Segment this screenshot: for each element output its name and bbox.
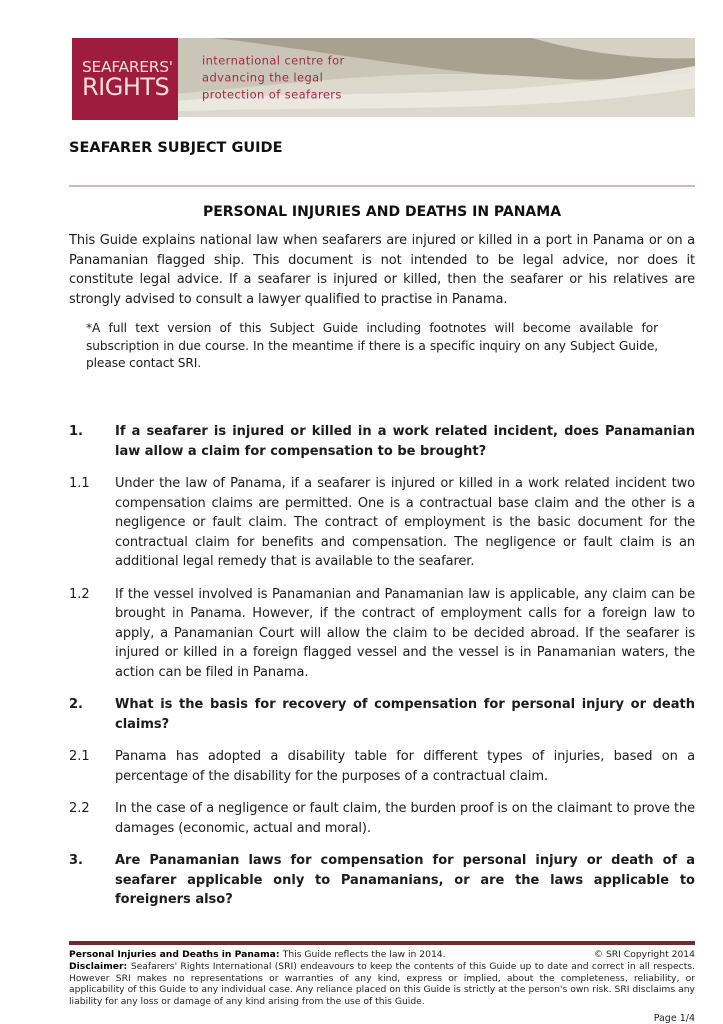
footer-doc-label: Personal Injuries and Deaths in Panama: bbox=[69, 949, 280, 960]
page-number: Page 1/4 bbox=[653, 1012, 695, 1024]
footer-rule bbox=[69, 941, 695, 945]
logo-text-line1: SEAFARERS' bbox=[82, 58, 173, 76]
copyright-notice: © SRI Copyright 2014 bbox=[593, 949, 695, 960]
paragraph-number: 2.1 bbox=[69, 749, 90, 764]
logo-text-line2: RIGHTS bbox=[82, 73, 170, 101]
section-1-heading bbox=[69, 422, 695, 461]
disclaimer-label: Disclaimer: bbox=[69, 960, 128, 972]
paragraph-text: If the vessel involved is Panamanian and Panamanian law is applicable, any claim can be brought in Panama. However, if the contract of employment calls for a foreign law to apply, a Panamanian Court will allow the claim to be decided abroad. If the seafarer is injured or killed in a foreign flagged vessel and the vessel is in Panamanian waters, the action can be filed in Panama. bbox=[115, 586, 695, 680]
paragraph-2-1 bbox=[69, 747, 695, 786]
header-divider bbox=[69, 185, 695, 187]
subject-guide-heading: SEAFARER SUBJECT GUIDE bbox=[69, 140, 283, 156]
section-number: 2. bbox=[69, 697, 83, 712]
section-number: 1. bbox=[69, 424, 83, 439]
header-banner bbox=[72, 38, 695, 117]
disclaimer-text: Seafarers' Rights International (SRI) endeavours to keep the contents of this Guide up to date and correct in all respects. However SRI makes no representations or warranties of any kind, express or implied, about the completeness, reliability, or applicability of this Guide to any individual case. Any reliance placed on this Guide is strictly at the person's own risk. SRI disclaims any liability for any loss or damage of any kind arising from the use of this Guide. bbox=[69, 960, 695, 1008]
paragraph-text: Panama has adopted a disability table for different types of injuries, based on a percentage of the disability for the purposes of a contractual claim. bbox=[115, 749, 695, 784]
footer-doc-title bbox=[69, 949, 446, 961]
tagline-line-1: international centre for bbox=[202, 53, 345, 67]
page-title: PERSONAL INJURIES AND DEATHS IN PANAMA bbox=[202, 204, 562, 220]
paragraph-number: 2.2 bbox=[69, 801, 90, 816]
tagline-line-2: advancing the legal bbox=[202, 70, 324, 84]
footer-doc-note: This Guide reflects the law in 2014. bbox=[282, 949, 446, 960]
section-heading-text: What is the basis for recovery of compensation for personal injury or death claims? bbox=[115, 697, 695, 732]
disclaimer-paragraph bbox=[69, 961, 695, 1008]
qa-sections bbox=[69, 422, 695, 923]
paragraph-2-2 bbox=[69, 799, 695, 838]
section-heading-text: If a seafarer is injured or killed in a work related incident, does Panamanian law allow a claim for compensation to be brought? bbox=[115, 424, 695, 459]
subscription-note: *A full text version of this Subject Guide including footnotes will become available for subscription in due course. In the meantime if there is a specific inquiry on any Subject Guide, please contact SRI. bbox=[86, 321, 658, 370]
footer-title-line bbox=[69, 949, 695, 961]
paragraph-text: In the case of a negligence or fault claim, the burden proof is on the claimant to prove the damages (economic, actual and moral). bbox=[115, 801, 695, 836]
paragraph-number: 1.2 bbox=[69, 586, 90, 602]
paragraph-1-1 bbox=[69, 474, 695, 572]
seafarers-rights-logo bbox=[72, 38, 178, 120]
section-heading-text: Are Panamanian laws for compensation for personal injury or death of a seafarer applicable only to Panamanians, or are the laws applicable to foreigners also? bbox=[115, 853, 695, 907]
paragraph-number: 1.1 bbox=[69, 476, 90, 491]
tagline-line-3: protection of seafarers bbox=[202, 87, 342, 101]
intro-paragraph: This Guide explains national law when seafarers are injured or killed in a port in Panama or on a Panamanian flagged ship. This document is not intended to be legal advice, nor does it constitute legal advice. If a seafarer is injured or killed, then the seafarer or his relatives are strongly advised to consult a lawyer qualified to practise in Panama. bbox=[69, 233, 695, 307]
section-2-heading bbox=[69, 695, 695, 734]
section-number: 3. bbox=[69, 853, 83, 868]
paragraph-text: Under the law of Panama, if a seafarer is injured or killed in a work related incident two compensation claims are permitted. One is a contractual base claim and the other is a negligence or fault claim. The contract of employment is the basic document for the contractual claim for benefits and compensation. The negligence or fault claim is an additional legal remedy that is available to the seafarer. bbox=[115, 476, 695, 569]
paragraph-1-2 bbox=[69, 585, 695, 683]
page-footer bbox=[69, 949, 695, 1024]
section-3-heading bbox=[69, 851, 695, 910]
logo-tagline bbox=[202, 52, 345, 103]
